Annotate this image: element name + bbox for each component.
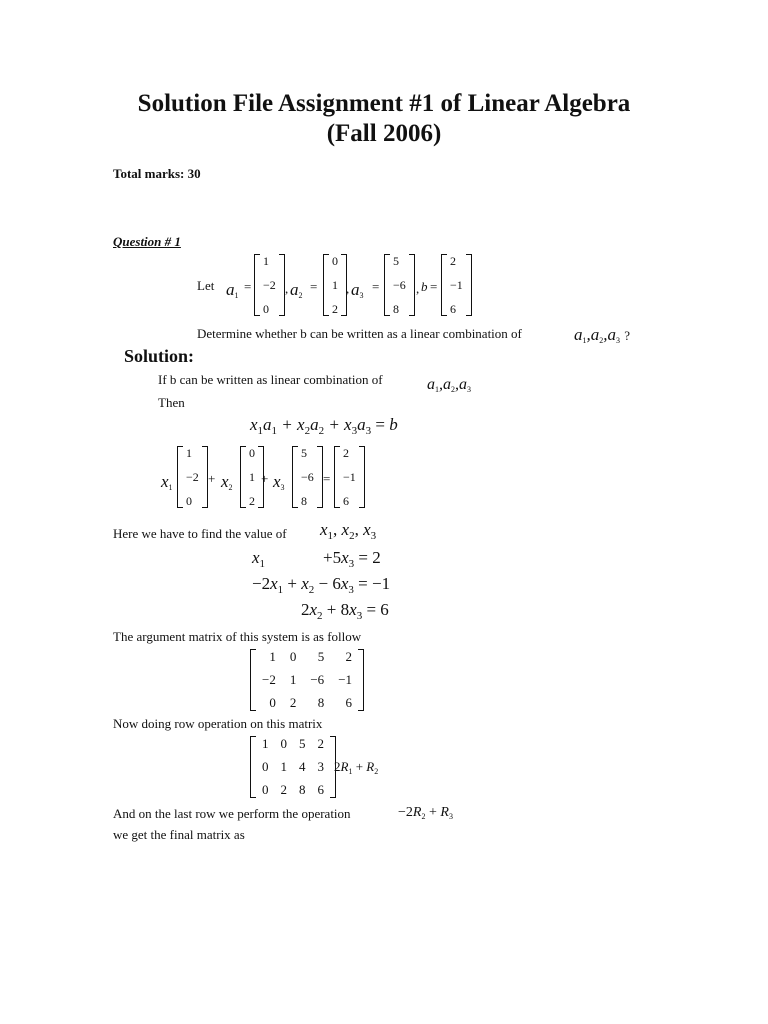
- equals-sign: =: [310, 279, 318, 294]
- vector-a2: [323, 254, 350, 316]
- matrix-cell: 2: [289, 695, 297, 710]
- vector-a3: [384, 254, 415, 316]
- equation-2: $-2x_1 + x_2 - 6x_3 = -1$: [252, 574, 391, 596]
- matrix-cell: 2: [280, 782, 287, 797]
- a1-letter: a: [226, 280, 235, 299]
- linear-combination-equation: $x_1a_1 + x_2a_2 + x_3a_3 = b$: [250, 415, 398, 437]
- vector-entry: −6: [301, 470, 314, 484]
- vector-entry: −1: [450, 278, 463, 292]
- x1-symbol: $x_1$: [161, 472, 173, 492]
- matrix-cell: 1: [269, 649, 276, 664]
- vector-entry: 1: [249, 470, 255, 484]
- unknowns-list: $x_1$, $x_2$, $x_3$: [320, 520, 377, 542]
- b-symbol: b: [421, 279, 428, 294]
- matrix-cell: 8: [299, 782, 306, 797]
- vector-entry: 8: [301, 494, 307, 508]
- matrix-cell: 3: [317, 759, 324, 774]
- augmented-matrix: [250, 649, 364, 711]
- vector-b: [441, 254, 472, 316]
- vector-entry: 5: [393, 254, 399, 268]
- vector-entry: 2: [450, 254, 456, 268]
- matrix-cell: 1: [289, 672, 297, 687]
- matrix-cell: 0: [289, 649, 297, 664]
- matrix-cell: 0: [262, 759, 269, 774]
- bracket-right: [279, 254, 285, 316]
- matrix-cell: −2: [262, 672, 276, 687]
- a1-subscript: 1: [234, 291, 239, 300]
- vector-a1-repeat: [177, 446, 208, 508]
- vector-entry: −1: [343, 470, 356, 484]
- bracket-right: [358, 649, 364, 711]
- matrix-cell: 6: [345, 695, 353, 710]
- bracket-right: [466, 254, 472, 316]
- plus-sign: +: [261, 471, 269, 486]
- plus-sign: +: [208, 471, 216, 486]
- bracket-right: [202, 446, 208, 508]
- x3-symbol: $x_3$: [273, 472, 285, 492]
- comma: ,: [416, 281, 420, 296]
- matrix-cell: 1: [280, 759, 287, 774]
- vector-entry: 2: [343, 446, 349, 460]
- vector-entry: 6: [450, 302, 456, 316]
- vector-entry: −6: [393, 278, 406, 292]
- matrix-cell: 0: [262, 782, 269, 797]
- x2-symbol: $x_2$: [221, 472, 233, 492]
- a2-letter: a: [290, 280, 299, 299]
- matrix-cell: 5: [317, 649, 325, 664]
- page-title: Solution File Assignment #1 of Linear Algebra: [137, 90, 631, 117]
- argument-text: The argument matrix of this system is as follow: [113, 629, 362, 644]
- vector-entry: −2: [263, 278, 276, 292]
- vector-entry: 5: [301, 446, 307, 460]
- vector-list-inline: $a_1,a_2,a_3$: [427, 376, 471, 394]
- vector-list: $a_1,a_2,a_3$ ?: [574, 325, 631, 345]
- equals-sign: =: [372, 279, 380, 294]
- row-operation-text: Now doing row operation on this matrix: [113, 716, 323, 731]
- matrix-cell: 1: [262, 736, 269, 751]
- a3-subscript: 3: [359, 291, 364, 300]
- matrix-cell: 5: [299, 736, 306, 751]
- row-reduced-matrix: [250, 736, 336, 798]
- vector-a1: [254, 254, 285, 316]
- vector-entry: 1: [263, 254, 269, 268]
- find-values-text: Here we have to find the value of: [113, 526, 287, 541]
- row-operation-label: $2R_1 + R_2$: [334, 759, 379, 776]
- vector-entry: 1: [186, 446, 192, 460]
- vector-a3-repeat: [292, 446, 323, 508]
- solution-line-1: If b can be written as linear combination of: [158, 372, 383, 387]
- solution-line-2: Then: [158, 395, 185, 410]
- matrix-cell: 8: [317, 695, 325, 710]
- vector-entry: 0: [249, 446, 255, 460]
- matrix-cell: −1: [338, 672, 353, 687]
- final-matrix-text: we get the final matrix as: [113, 827, 245, 842]
- matrix-cell: 6: [317, 782, 324, 797]
- matrix-cell: 4: [299, 759, 306, 774]
- a3-symbol: [351, 280, 364, 300]
- equation-1-rhs: $+5x_3 = 2$: [323, 548, 381, 570]
- determine-text: Determine whether b can be written as a linear combination of: [197, 326, 522, 341]
- matrix-cell: 2: [345, 649, 353, 664]
- comma: ,: [346, 281, 350, 296]
- solution-heading: Solution:: [124, 346, 195, 366]
- equals-sign: =: [323, 471, 331, 486]
- bracket-right: [317, 446, 323, 508]
- vector-entry: 2: [332, 302, 338, 316]
- vector-entry: 0: [332, 254, 338, 268]
- vector-entry: 2: [249, 494, 255, 508]
- matrix-cell: 0: [269, 695, 276, 710]
- equation-3: $2x_2 + 8x_3 = 6$: [301, 600, 389, 622]
- last-row-operation: $-2R_2 + R_3$: [398, 805, 453, 821]
- matrix-cell: 2: [317, 736, 324, 751]
- bracket-right: [359, 446, 365, 508]
- comma: ,: [285, 281, 289, 296]
- bracket-right: [409, 254, 415, 316]
- matrix-cell: −6: [310, 672, 325, 687]
- vector-b-repeat: [334, 446, 365, 508]
- equals-sign: =: [244, 279, 252, 294]
- a3-letter: a: [351, 280, 360, 299]
- matrix-cell: 0: [280, 736, 287, 751]
- equation-1: $x_1$: [252, 548, 266, 570]
- last-row-text: And on the last row we perform the operation: [113, 806, 351, 821]
- vector-entry: 6: [343, 494, 349, 508]
- vector-entry: 0: [263, 302, 269, 316]
- equals-sign: =: [430, 279, 438, 294]
- total-marks: Total marks: 30: [113, 166, 201, 181]
- let-label: Let: [197, 278, 215, 293]
- a2-symbol: [290, 280, 303, 300]
- vector-entry: 0: [186, 494, 192, 508]
- vector-entry: 1: [332, 278, 338, 292]
- vector-entry: −2: [186, 470, 199, 484]
- a1-symbol: [226, 280, 239, 300]
- a2-subscript: 2: [298, 291, 303, 300]
- vector-entry: 8: [393, 302, 399, 316]
- page-subtitle: (Fall 2006): [326, 120, 442, 147]
- question-heading: Question # 1: [113, 234, 181, 249]
